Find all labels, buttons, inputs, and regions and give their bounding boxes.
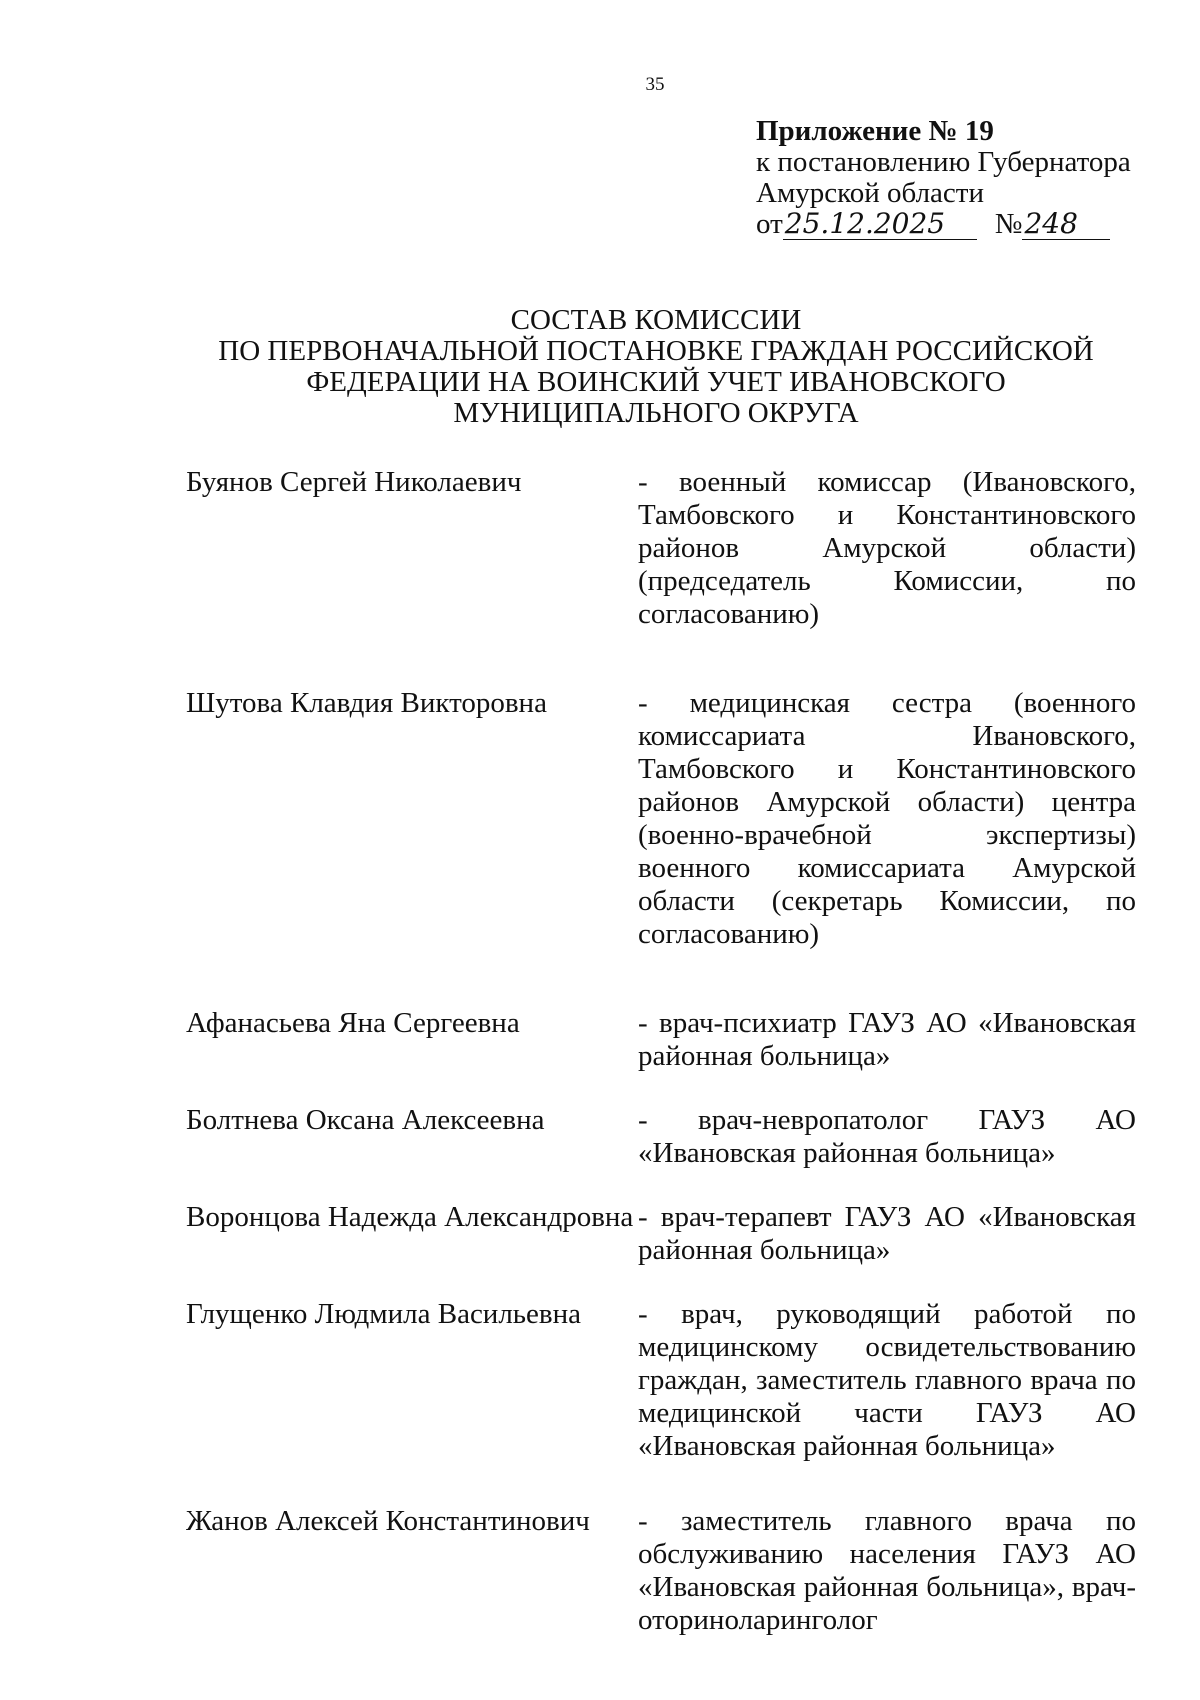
page-number: 35 [645, 74, 665, 95]
member-role: - медицинская сестра (военного комиссариата Ивановского, Тамбовского и Константиновского районов Амурской области) центра (военно-врачебной экспертизы) военного комиссариата Амурской области (секретарь Комиссии, по согласованию) [638, 687, 1136, 950]
member-role: - заместитель главного врача по обслуживанию населения ГАУЗ АО «Ивановская районная больница», врач-оториноларинголог [638, 1505, 1136, 1636]
appendix-date-line [756, 209, 1131, 240]
member-name: Шутова Клавдия Викторовна [186, 687, 547, 719]
appendix-region: Амурской области [756, 177, 984, 209]
document-title [196, 305, 1116, 429]
member-role: - врач-психиатр ГАУЗ АО «Ивановская районная больница» [638, 1007, 1136, 1072]
member-row [186, 1104, 1136, 1170]
title-line-3: ФЕДЕРАЦИИ НА ВОИНСКИЙ УЧЕТ ИВАНОВСКОГО [306, 366, 1006, 398]
member-row [186, 466, 1136, 631]
member-row [186, 1201, 1136, 1267]
title-line-1: СОСТАВ КОМИССИИ [510, 304, 802, 336]
appendix-header [756, 116, 1131, 240]
appendix-decree-ref: к постановлению Губернатора [756, 146, 1131, 178]
member-name: Глущенко Людмила Васильевна [186, 1298, 581, 1330]
member-role: - врач, руководящий работой по медицинскому освидетельствованию граждан, заместитель главного врача по медицинской части ГАУЗ АО «Ивановская районная больница» [638, 1298, 1136, 1462]
title-line-2: ПО ПЕРВОНАЧАЛЬНОЙ ПОСТАНОВКЕ ГРАЖДАН РОССИЙСКОЙ [218, 335, 1094, 367]
date-prefix: от [756, 208, 783, 240]
handwritten-date: 25.12.2025 [783, 209, 977, 240]
handwritten-number: 248 [1022, 209, 1110, 240]
member-row [186, 1298, 1136, 1463]
appendix-number: Приложение № 19 [756, 115, 994, 147]
member-name: Болтнева Оксана Алексеевна [186, 1104, 545, 1136]
member-list [186, 466, 1136, 1637]
member-role: - врач-терапевт ГАУЗ АО «Ивановская районная больница» [638, 1201, 1136, 1266]
member-name: Буянов Сергей Николаевич [186, 466, 522, 498]
member-row [186, 1505, 1136, 1637]
member-role: - врач-невропатолог ГАУЗ АО «Ивановская районная больница» [638, 1104, 1136, 1169]
member-role: - военный комиссар (Ивановского, Тамбовского и Константиновского районов Амурской области) (председатель Комиссии, по согласованию) [638, 466, 1136, 630]
member-name: Воронцова Надежда Александровна [186, 1201, 634, 1233]
member-row [186, 1007, 1136, 1073]
title-line-4: МУНИЦИПАЛЬНОГО ОКРУГА [453, 397, 859, 429]
number-prefix: № [994, 208, 1023, 240]
member-name: Жанов Алексей Константинович [186, 1505, 590, 1537]
member-row [186, 687, 1136, 951]
member-name: Афанасьева Яна Сергеевна [186, 1007, 520, 1039]
